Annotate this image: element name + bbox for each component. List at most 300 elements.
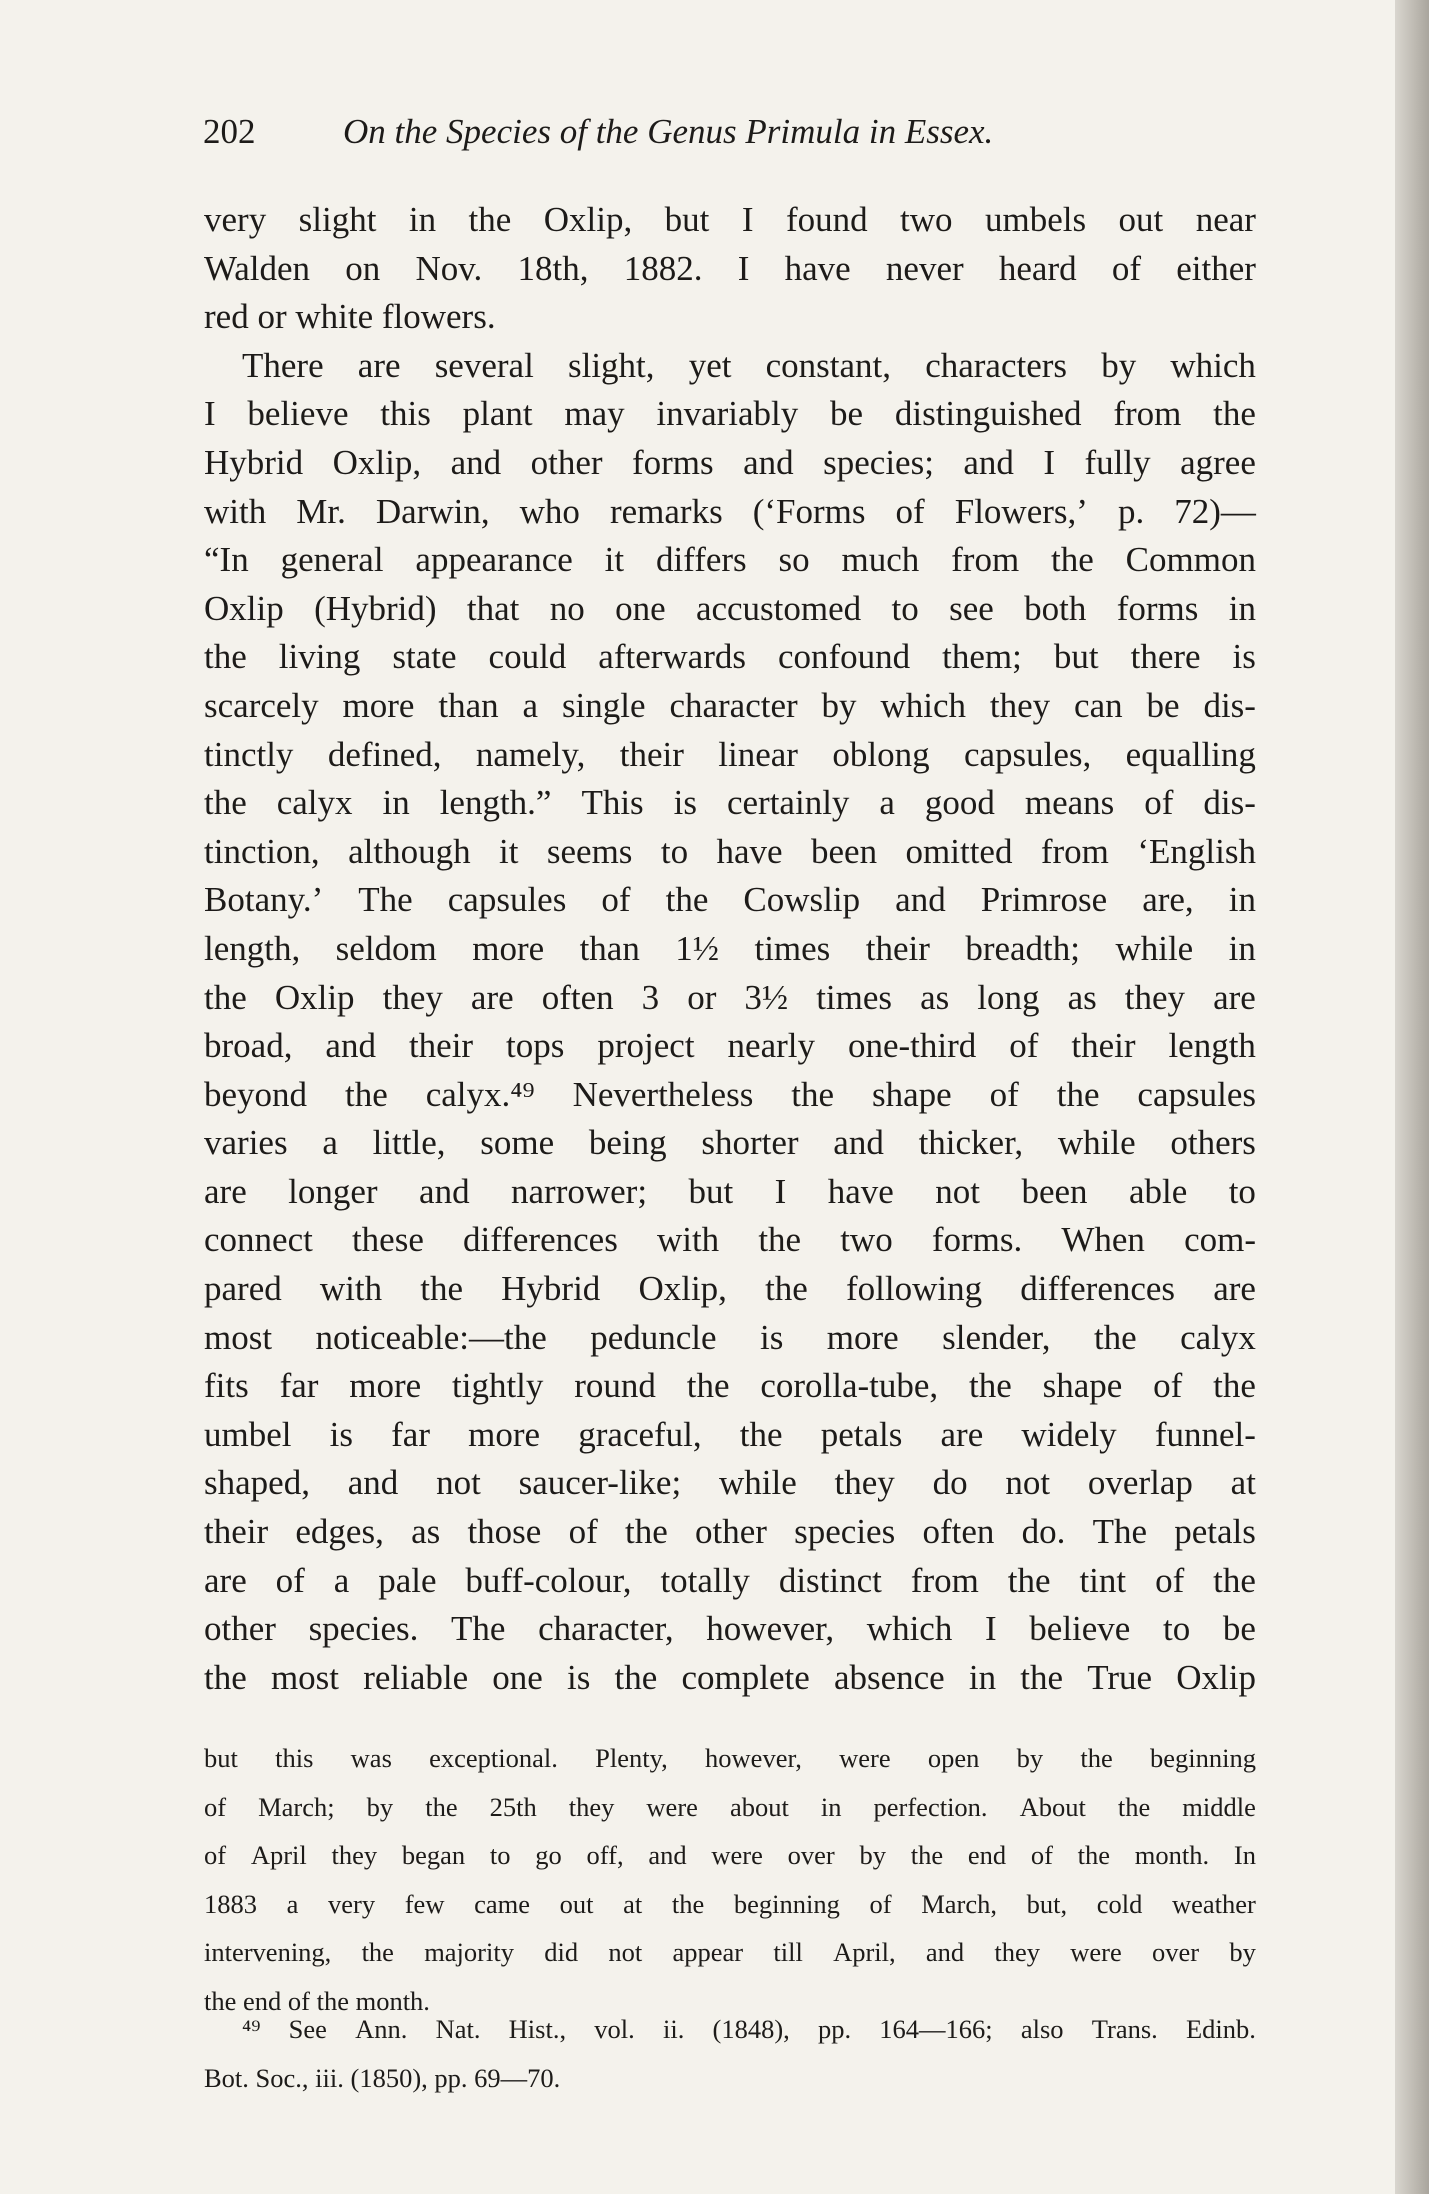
word: I — [774, 1171, 787, 1211]
word: distinct — [778, 1560, 882, 1600]
word: Primrose — [980, 880, 1108, 920]
word: Oxlip — [274, 977, 355, 1017]
word: The — [358, 880, 413, 920]
word: the — [1213, 1366, 1256, 1406]
word: heard — [998, 248, 1077, 288]
word: but — [1053, 637, 1099, 677]
word: of — [1111, 248, 1141, 288]
word: other — [530, 442, 603, 482]
word: in — [408, 200, 437, 239]
word: as — [411, 1512, 441, 1552]
word: are — [1213, 1269, 1256, 1309]
word: no — [549, 588, 585, 628]
word: omitted — [905, 831, 1013, 871]
word: about — [729, 1791, 789, 1822]
text-line — [204, 1459, 1256, 1508]
word: found — [785, 200, 868, 239]
word: forms — [631, 442, 714, 482]
word: who — [519, 491, 580, 531]
word: times — [816, 977, 893, 1017]
word: over — [787, 1840, 835, 1871]
word: 18th, — [517, 248, 589, 288]
word: are — [1213, 977, 1256, 1017]
word: length, — [204, 928, 301, 968]
word: at — [623, 1888, 643, 1919]
word: differences — [463, 1220, 618, 1260]
word: are, — [1142, 880, 1194, 920]
word: Oxlip, — [543, 200, 633, 239]
word: the — [204, 1657, 247, 1697]
word: the — [1213, 394, 1256, 434]
word: 25th — [489, 1791, 537, 1822]
word: open — [927, 1743, 980, 1773]
footnote-line: the end of the month. — [204, 1985, 430, 2016]
text-line — [204, 828, 1256, 877]
word: two — [900, 200, 953, 239]
word: the — [968, 1366, 1012, 1406]
text-line — [204, 974, 1256, 1023]
text-line — [204, 1654, 1256, 1703]
word: shape — [1042, 1366, 1123, 1406]
word: Ann. — [355, 2014, 408, 2044]
word: is — [759, 1317, 784, 1357]
word: was — [350, 1743, 392, 1773]
word: the — [1093, 1317, 1137, 1357]
word: they — [382, 977, 443, 1017]
word: they — [834, 1463, 895, 1503]
footnote-line — [204, 1738, 1256, 1787]
word: in — [1228, 928, 1256, 968]
word: by — [1016, 1743, 1044, 1773]
word: capsules, — [963, 734, 1092, 774]
word: middle — [1182, 1791, 1256, 1822]
word: ‘English — [1137, 831, 1256, 871]
word: over — [1152, 1937, 1200, 1968]
word: out — [1118, 200, 1164, 239]
word: do — [932, 1463, 968, 1503]
word: a — [333, 1560, 350, 1600]
footnote-line — [204, 2009, 1256, 2058]
word: project — [597, 1026, 695, 1066]
word: with — [204, 491, 267, 531]
word: invariably — [656, 394, 799, 434]
word: intervening, — [204, 1937, 332, 1968]
word: to — [1162, 1609, 1191, 1649]
word: plant — [462, 394, 533, 434]
word: the — [204, 977, 247, 1017]
word: tinctly — [204, 734, 294, 774]
word: and — [925, 1937, 965, 1968]
word: did — [544, 1937, 579, 1968]
word: shaped, — [204, 1463, 310, 1503]
word: the — [344, 1074, 388, 1114]
word: two — [840, 1220, 893, 1260]
text-line — [204, 1508, 1256, 1557]
word: their — [408, 1026, 474, 1066]
word: tops — [506, 1026, 565, 1066]
text-line — [204, 1557, 1256, 1606]
word: and — [325, 1026, 376, 1066]
word: the — [614, 1657, 658, 1697]
word: other — [204, 1609, 276, 1649]
text-line — [204, 731, 1256, 780]
word: forms. — [931, 1220, 1023, 1260]
word: out — [559, 1888, 594, 1919]
word: perfection. — [873, 1791, 988, 1822]
word: and — [833, 1123, 884, 1163]
word: of — [895, 491, 925, 531]
word: be — [1146, 685, 1180, 725]
word: Mr. — [296, 491, 346, 531]
word: com- — [1184, 1220, 1256, 1260]
footnote-49 — [204, 2009, 1256, 2106]
word: month. — [1134, 1840, 1210, 1871]
word: I — [204, 394, 216, 434]
word: by — [366, 1791, 394, 1822]
word: and — [963, 442, 1014, 482]
word: petals — [1174, 1512, 1256, 1552]
text-line — [204, 1314, 1256, 1363]
word: were — [646, 1791, 698, 1822]
word: the — [765, 1269, 808, 1309]
word: See — [288, 2014, 327, 2044]
word: came — [474, 1888, 530, 1919]
word: with — [656, 1220, 720, 1260]
word: it — [604, 540, 625, 580]
word: in — [382, 783, 410, 823]
word: afterwards — [598, 637, 746, 677]
word: umbels — [984, 200, 1087, 239]
word: the — [425, 1791, 458, 1822]
word: one — [615, 588, 666, 628]
word: length.” — [439, 783, 552, 823]
word: most — [270, 1657, 340, 1697]
word: varies — [204, 1123, 288, 1163]
word: can — [1074, 685, 1123, 725]
word: broad, — [204, 1026, 293, 1066]
word: I — [1043, 442, 1056, 482]
word: are — [940, 1414, 984, 1454]
word: weather — [1172, 1888, 1256, 1919]
word: March; — [258, 1791, 335, 1822]
word: beginning — [733, 1888, 840, 1919]
word: Trans. — [1091, 2014, 1158, 2044]
text-line — [204, 439, 1256, 488]
word: pared — [204, 1269, 282, 1309]
word: and — [743, 442, 794, 482]
word: ii. — [662, 2014, 685, 2044]
word: oblong — [832, 734, 930, 774]
word: far — [391, 1414, 431, 1454]
word: appearance — [415, 540, 573, 580]
word: graceful, — [578, 1414, 702, 1454]
word: dis- — [1203, 685, 1256, 725]
word: than — [438, 685, 499, 725]
word: of — [869, 1888, 892, 1919]
word: yet — [688, 345, 732, 385]
word: were — [1070, 1937, 1122, 1968]
text-line — [204, 1216, 1256, 1265]
word: calyx — [1180, 1317, 1256, 1357]
word: single — [561, 685, 646, 725]
text-line: red or white flowers. — [204, 297, 496, 337]
footnote-line: Bot. Soc., iii. (1850), pp. 69—70. — [204, 2062, 561, 2093]
word: the — [910, 1840, 944, 1871]
word: with — [319, 1269, 383, 1309]
word: scarcely — [204, 685, 319, 725]
word: the — [361, 1937, 394, 1968]
word: their — [865, 928, 930, 968]
word: the — [1051, 540, 1094, 580]
word: pale — [378, 1560, 437, 1600]
word: on — [345, 248, 381, 288]
text-line — [204, 342, 1256, 391]
word: which — [866, 1609, 953, 1649]
word: In — [1233, 1840, 1256, 1871]
text-line — [204, 1362, 1256, 1411]
text-line — [204, 633, 1256, 682]
word: differs — [655, 540, 747, 580]
word: peduncle — [590, 1317, 717, 1357]
word: Hybrid — [501, 1269, 601, 1309]
word: is — [567, 1657, 591, 1697]
word: more — [472, 928, 545, 968]
word: Botany.’ — [204, 880, 324, 920]
word: funnel- — [1154, 1414, 1256, 1454]
word: calyx — [276, 783, 353, 823]
word: edges, — [295, 1512, 384, 1552]
word: forms — [1116, 588, 1199, 628]
word: widely — [1021, 1414, 1117, 1454]
word: breadth; — [965, 928, 1080, 968]
word: were — [839, 1743, 891, 1773]
word: near — [1195, 200, 1256, 239]
word: several — [434, 345, 534, 385]
text-line — [204, 682, 1256, 731]
word: not — [935, 1171, 981, 1211]
word: complete — [681, 1657, 810, 1697]
word: vol. — [594, 2014, 635, 2044]
word: constant, — [765, 345, 892, 385]
word: be — [1222, 1609, 1256, 1649]
word: as — [1067, 977, 1097, 1017]
running-title: On the Species of the Genus Primula in Essex. — [343, 112, 994, 151]
word: in — [820, 1791, 842, 1822]
word: in — [1228, 588, 1256, 628]
word: either — [1176, 248, 1256, 288]
word: (1848), — [712, 2014, 790, 2044]
text-line — [204, 1119, 1256, 1168]
word: is — [673, 783, 698, 823]
word: are — [357, 345, 401, 385]
word: their — [619, 734, 684, 774]
word: This — [581, 783, 644, 823]
word: equalling — [1125, 734, 1256, 774]
word: Common — [1125, 540, 1256, 580]
word: shape — [871, 1074, 952, 1114]
word: 1882. — [623, 248, 703, 288]
footnote-line — [204, 1932, 1256, 1981]
word: able — [1128, 1171, 1188, 1211]
word: beyond — [204, 1074, 308, 1114]
word: the — [1213, 1560, 1256, 1600]
word: tightly — [452, 1366, 544, 1406]
running-header — [203, 112, 1263, 162]
word: very — [204, 200, 267, 239]
word: the — [468, 200, 512, 239]
word: being — [588, 1123, 667, 1163]
word: from — [1040, 831, 1109, 871]
word: tint — [1079, 1560, 1127, 1600]
word: remarks — [609, 491, 723, 531]
word: be — [830, 394, 864, 434]
footnote-line — [204, 1835, 1256, 1884]
word: by — [821, 685, 857, 725]
word: capsules — [447, 880, 567, 920]
text-line — [204, 925, 1256, 974]
text-line — [204, 1605, 1256, 1654]
word: the — [791, 1074, 835, 1114]
word: are — [470, 977, 514, 1017]
word: seems — [546, 831, 633, 871]
word: of — [204, 1791, 227, 1822]
word: I — [737, 248, 750, 288]
word: off, — [586, 1840, 624, 1871]
word: that — [466, 588, 520, 628]
word: appear — [672, 1937, 744, 1968]
word: living — [278, 637, 361, 677]
word: calyx.⁴⁹ — [425, 1074, 535, 1114]
word: one-third — [847, 1026, 977, 1066]
word: of — [1030, 1840, 1053, 1871]
word: Darwin, — [375, 491, 490, 531]
word: character — [669, 685, 798, 725]
word: more — [342, 685, 415, 725]
word: pp. — [817, 2014, 852, 2044]
word: believe — [247, 394, 349, 434]
word: are — [204, 1171, 247, 1211]
word: the — [671, 1888, 705, 1919]
word: (Hybrid) — [314, 588, 437, 628]
word: narrower; — [511, 1171, 648, 1211]
word: to — [1228, 1171, 1256, 1211]
word: When — [1061, 1220, 1145, 1260]
word: see — [949, 588, 994, 628]
word: very — [328, 1888, 376, 1919]
word: both — [1024, 588, 1087, 628]
word: species — [794, 1512, 896, 1552]
word: till — [773, 1937, 803, 1968]
word: the — [665, 880, 709, 920]
word: nearly — [727, 1026, 815, 1066]
word: they — [568, 1791, 615, 1822]
word: the — [686, 1366, 730, 1406]
word: of — [204, 1840, 227, 1871]
word: Cowslip — [743, 880, 861, 920]
page-number: 202 — [203, 112, 256, 151]
word: which — [880, 685, 966, 725]
word: a — [522, 685, 539, 725]
word: species. — [308, 1609, 419, 1649]
text-line — [204, 196, 1256, 245]
word: Oxlip — [204, 588, 284, 628]
word: thicker, — [918, 1123, 1024, 1163]
word: do. — [1021, 1512, 1066, 1552]
word: few — [404, 1888, 445, 1919]
word: The — [1092, 1512, 1147, 1552]
word: and — [347, 1463, 399, 1503]
word: in — [1228, 880, 1256, 920]
word: began — [401, 1840, 466, 1871]
word: others — [1170, 1123, 1256, 1163]
text-line — [204, 1071, 1256, 1120]
word: linear — [718, 734, 798, 774]
word: Oxlip, — [332, 442, 422, 482]
word: of — [989, 1074, 1019, 1114]
word: April — [250, 1840, 307, 1871]
word: the — [1007, 1560, 1051, 1600]
word: majority — [424, 1937, 514, 1968]
word: and — [895, 880, 946, 920]
word: Plenty, — [595, 1743, 668, 1773]
word: have — [716, 831, 783, 871]
word: cold — [1096, 1888, 1143, 1919]
word: general — [280, 540, 384, 580]
word: they — [1124, 977, 1186, 1017]
word: also — [1020, 2014, 1064, 2044]
word: Hist., — [508, 2014, 567, 2044]
word: in — [968, 1657, 997, 1697]
word: overlap — [1087, 1463, 1193, 1503]
word: 3 — [641, 977, 660, 1017]
word: a — [286, 1888, 299, 1919]
word: some — [480, 1123, 555, 1163]
footnote-continued — [204, 1738, 1256, 2030]
word: of — [1009, 1026, 1039, 1066]
word: than — [579, 928, 640, 968]
word: these — [351, 1220, 424, 1260]
word: good — [924, 783, 995, 823]
word: p. — [1117, 491, 1145, 531]
word: have — [784, 248, 851, 288]
word: There — [242, 345, 324, 385]
word: agree — [1180, 442, 1256, 482]
word: 1½ — [675, 928, 720, 968]
word: tinction, — [204, 831, 320, 871]
page-edge — [1395, 0, 1429, 2194]
word: slight — [298, 200, 377, 239]
word: of — [1153, 1366, 1183, 1406]
word: of — [568, 1512, 598, 1552]
word: to — [489, 1840, 511, 1871]
text-line — [204, 1265, 1256, 1314]
word: slight, — [567, 345, 655, 385]
word: fits — [204, 1366, 249, 1406]
word: defined, — [327, 734, 442, 774]
word: 3½ — [744, 977, 789, 1017]
word: by — [1101, 345, 1137, 385]
word: is — [329, 1414, 353, 1454]
word: often — [541, 977, 614, 1017]
word: Nov. — [415, 248, 483, 288]
word: dis- — [1203, 783, 1256, 823]
text-line — [204, 536, 1256, 585]
word: while — [1115, 928, 1194, 968]
word: by — [1229, 1937, 1256, 1968]
word: but — [688, 1171, 734, 1211]
word: but — [204, 1743, 238, 1773]
word: as — [920, 977, 950, 1017]
